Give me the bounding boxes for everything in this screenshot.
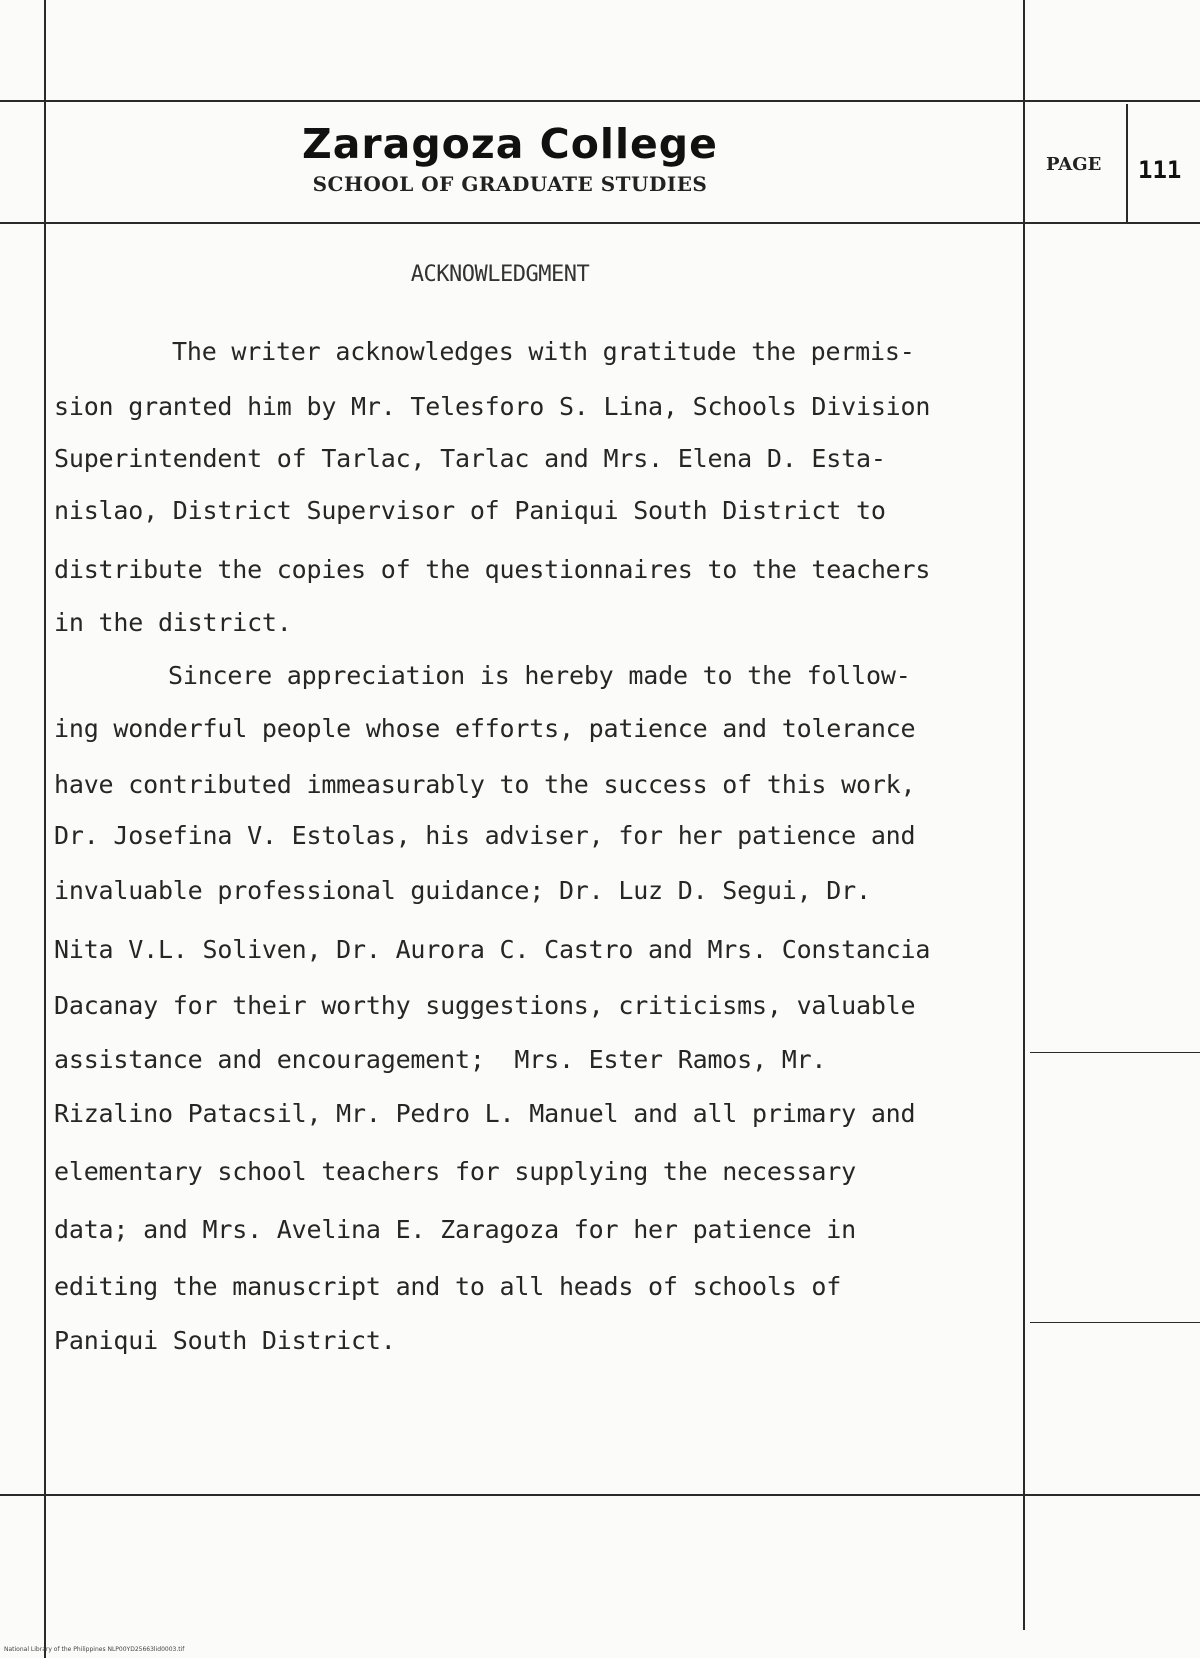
scan-footer: National Library of the Philippines NLP00YD25663lid0003.tif xyxy=(4,1646,185,1653)
right-margin-rule xyxy=(1023,0,1025,1630)
side-rule-upper xyxy=(1030,1052,1200,1053)
college-title: Zaragoza College xyxy=(302,120,718,168)
header-bottom-rule xyxy=(0,222,1200,224)
text-line: Dacanay for their worthy suggestions, criticisms, valuable xyxy=(54,991,916,1020)
text-line: Sincere appreciation is hereby made to the follow- xyxy=(168,661,911,690)
text-line: Paniqui South District. xyxy=(54,1326,396,1355)
text-line: Dr. Josefina V. Estolas, his adviser, for her patience and xyxy=(54,821,916,850)
text-line: invaluable professional guidance; Dr. Luz D. Segui, Dr. xyxy=(54,876,871,905)
text-line: Nita V.L. Soliven, Dr. Aurora C. Castro and Mrs. Constancia xyxy=(54,935,931,964)
text-line: elementary school teachers for supplying the necessary xyxy=(54,1157,856,1186)
header-top-rule xyxy=(0,100,1200,102)
acknowledgment-heading: ACKNOWLEDGMENT xyxy=(410,262,590,287)
text-line: have contributed immeasurably to the success of this work, xyxy=(54,770,916,799)
text-line: data; and Mrs. Avelina E. Zaragoza for her patience in xyxy=(54,1215,856,1244)
footer-rule xyxy=(0,1494,1200,1496)
school-subtitle: SCHOOL OF GRADUATE STUDIES xyxy=(312,172,708,196)
text-line: assistance and encouragement; Mrs. Ester Ramos, Mr. xyxy=(54,1045,827,1074)
text-line: distribute the copies of the questionnaires to the teachers xyxy=(54,555,931,584)
text-line: sion granted him by Mr. Telesforo S. Lina, Schools Division xyxy=(54,392,931,421)
side-rule-lower xyxy=(1030,1322,1200,1323)
text-line: Rizalino Patacsil, Mr. Pedro L. Manuel and all primary and xyxy=(54,1099,916,1128)
page-number: 111 xyxy=(1138,156,1182,184)
text-line: nislao, District Supervisor of Paniqui South District to xyxy=(54,496,886,525)
page-box-divider xyxy=(1126,104,1128,224)
text-line: Superintendent of Tarlac, Tarlac and Mrs. Elena D. Esta- xyxy=(54,444,886,473)
text-line: ing wonderful people whose efforts, patience and tolerance xyxy=(54,714,916,743)
text-line: The writer acknowledges with gratitude the permis- xyxy=(172,337,915,366)
text-line: in the district. xyxy=(54,608,292,637)
left-margin-rule xyxy=(44,0,46,1658)
page-label: PAGE xyxy=(1046,154,1102,175)
text-line: editing the manuscript and to all heads of schools of xyxy=(54,1272,842,1301)
